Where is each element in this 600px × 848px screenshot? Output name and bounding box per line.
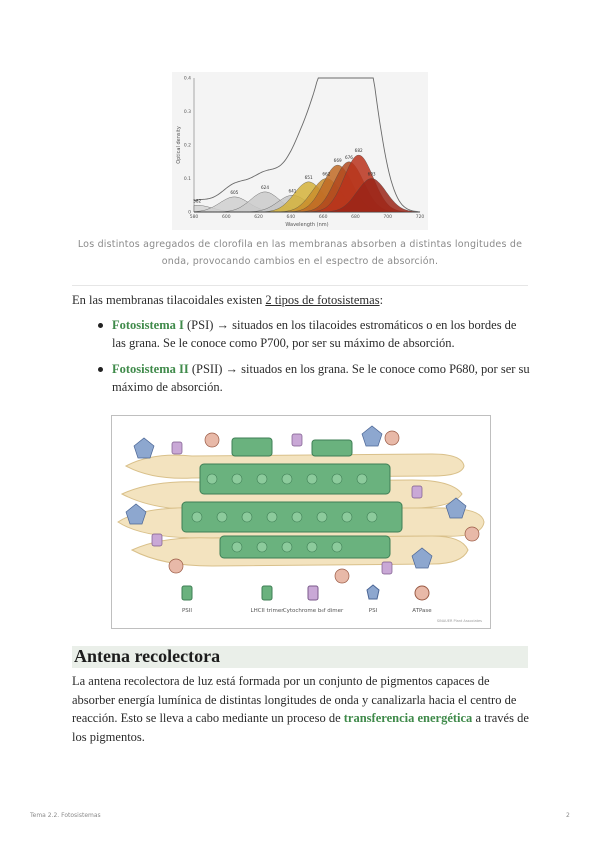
intro-colon: : — [379, 293, 384, 307]
x-tick-label: 720 — [415, 215, 425, 220]
list-item — [72, 316, 532, 352]
divider — [72, 285, 528, 286]
footer-title: Tema 2.2. Fotosistemas — [30, 812, 101, 819]
x-tick-label: 680 — [351, 215, 360, 220]
legend-label-psii: PSII — [181, 608, 193, 614]
x-axis-label: Wavelength (nm) — [285, 222, 329, 228]
intro-paragraph — [72, 292, 532, 309]
list-item — [72, 360, 532, 396]
legend-label-psi: PSI — [368, 608, 378, 614]
section-heading-bar — [72, 646, 528, 668]
peak-label-582: 582 — [193, 198, 202, 204]
figure-legend — [182, 585, 482, 623]
peak-label-662: 662 — [322, 171, 331, 177]
x-tick-label: 660 — [318, 215, 328, 220]
intro-underlined: 2 tipos de fotosistemas — [265, 293, 380, 307]
paragraph-part-2: a través de los pigmentos. — [72, 711, 529, 744]
term-psii: Fotosistema II — [112, 362, 189, 376]
y-tick-label: 0.4 — [183, 76, 191, 82]
y-axis-label: Optical density — [176, 126, 182, 164]
intro-text: En las membranas tilacoidales existen — [72, 293, 266, 307]
section-paragraph — [72, 672, 532, 746]
y-tick-label: 0.2 — [183, 143, 191, 149]
legend-cytochrome-icon — [308, 586, 318, 600]
abbr-psii: (PSII) — [188, 362, 223, 376]
section-heading: Antena recolectora — [74, 646, 221, 666]
x-tick-label: 600 — [221, 215, 231, 220]
page-number: 2 — [566, 812, 570, 819]
legend-label-lhcii: LHCII trimer — [250, 608, 284, 614]
legend-lhcii-icon — [262, 586, 272, 600]
thylakoid-membrane-figure — [111, 415, 491, 629]
photosystem-list — [72, 316, 532, 404]
peak-label-676: 676 — [344, 154, 353, 160]
peak-label-605: 605 — [230, 189, 239, 195]
paragraph-part-1: La antena recolectora de luz está formada por un conjunto de pigmentos capaces de absorber energía lumínica de distintas longitudes de onda y canalizarla hacia el centro de reacción. Esto se lleva a cabo mediante un proceso de — [72, 674, 517, 725]
desc-psii: → situados en los grana. Se le conoce como P680, por ser su máximo de absorción. — [112, 362, 530, 394]
legend-atpase-icon — [415, 586, 429, 600]
desc-psi: → situados en los tilacoides estromáticos o en los bordes de las grana. Se le conoce como P700, por ser su máximo de absorción. — [112, 318, 517, 350]
thylakoid-illustration — [112, 416, 490, 628]
legend-label-cytochrome: Cytochrome b₆f dimer — [282, 608, 344, 614]
figure-caption: Los distintos agregados de clorofila en las membranas absorben a distintas longitudes de onda, provocando cambios en el espectro de absorción. — [77, 239, 523, 267]
peak-label-669: 669 — [333, 158, 342, 164]
legend-psii-icon — [182, 586, 192, 600]
x-tick-label: 580 — [189, 215, 199, 220]
x-tick-label: 700 — [383, 215, 393, 220]
figure-credit: SINAUER Plant Associates — [436, 619, 482, 623]
peak-label-641: 641 — [288, 188, 297, 194]
spectrum-svg — [172, 72, 428, 230]
x-tick-label: 620 — [254, 215, 263, 220]
y-tick-label: 0.1 — [183, 177, 191, 182]
absorption-spectrum-chart — [172, 72, 428, 230]
y-tick-label: 0.3 — [183, 110, 191, 115]
peak-label-651: 651 — [304, 174, 313, 180]
abbr-psi: (PSI) — [183, 318, 214, 332]
peak-label-624: 624 — [261, 184, 270, 190]
x-tick-label: 640 — [286, 215, 296, 220]
legend-label-atpase: ATPase — [412, 608, 432, 614]
highlight-term: transferencia energética — [343, 711, 473, 725]
legend-psi-icon — [367, 585, 379, 599]
peak-label-693: 693 — [367, 171, 376, 177]
term-psi: Fotosistema I — [112, 318, 184, 332]
peak-label-682: 682 — [354, 148, 363, 154]
y-tick-label: 0 — [188, 210, 191, 216]
